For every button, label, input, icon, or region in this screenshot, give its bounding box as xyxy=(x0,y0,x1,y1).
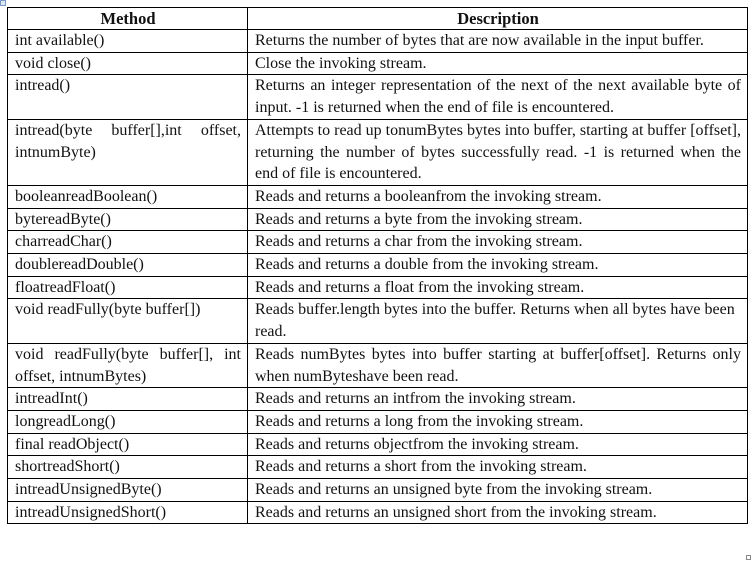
table-row xyxy=(8,410,748,433)
description-cell: Reads and returns objectfrom the invoking stream. xyxy=(248,433,748,456)
description-cell: Reads numBytes bytes into buffer starting at buffer[offset]. Returns only when numByteshave been read. xyxy=(248,343,748,387)
table-row xyxy=(8,343,748,387)
description-cell: Returns the number of bytes that are now available in the input buffer. xyxy=(248,30,748,53)
method-cell: intread() xyxy=(8,75,248,119)
method-cell: intreadUnsignedShort() xyxy=(8,501,248,524)
table-row xyxy=(8,501,748,524)
method-cell: bytereadByte() xyxy=(8,208,248,231)
table-row xyxy=(8,30,748,53)
table-row xyxy=(8,433,748,456)
table-row xyxy=(8,456,748,479)
method-cell: final readObject() xyxy=(8,433,248,456)
method-cell: floatreadFloat() xyxy=(8,276,248,299)
method-cell: void readFully(byte buffer[], int offset, intnumBytes) xyxy=(8,343,248,387)
table-resize-handle[interactable] xyxy=(746,555,751,560)
table-row xyxy=(8,479,748,502)
description-cell: Reads and returns a booleanfrom the invoking stream. xyxy=(248,185,748,208)
method-cell: charreadChar() xyxy=(8,231,248,254)
method-cell: void close() xyxy=(8,52,248,75)
description-cell: Reads and returns a double from the invoking stream. xyxy=(248,254,748,277)
table-row xyxy=(8,388,748,411)
method-cell: int available() xyxy=(8,30,248,53)
table-row xyxy=(8,75,748,119)
header-method: Method xyxy=(8,8,248,30)
description-cell: Reads and returns a char from the invoking stream. xyxy=(248,231,748,254)
description-cell: Close the invoking stream. xyxy=(248,52,748,75)
method-cell: intreadUnsignedByte() xyxy=(8,479,248,502)
description-cell: Attempts to read up tonumBytes bytes into buffer, starting at buffer [offset], returning the number of bytes successfully read. -1 is returned when the end of file is encountered. xyxy=(248,119,748,185)
description-cell: Reads and returns an unsigned byte from the invoking stream. xyxy=(248,479,748,502)
table-row xyxy=(8,299,748,343)
description-cell: Reads buffer.length bytes into the buffer. Returns when all bytes have been read. xyxy=(248,299,748,343)
table-row xyxy=(8,276,748,299)
table-row xyxy=(8,185,748,208)
method-cell: intread(byte buffer[],int offset, intnumByte) xyxy=(8,119,248,185)
table-row xyxy=(8,208,748,231)
method-cell: booleanreadBoolean() xyxy=(8,185,248,208)
table-row xyxy=(8,119,748,185)
method-cell: doublereadDouble() xyxy=(8,254,248,277)
table-anchor-icon[interactable] xyxy=(0,0,6,6)
table-header-row xyxy=(8,8,748,30)
description-cell: Reads and returns a float from the invoking stream. xyxy=(248,276,748,299)
table-row xyxy=(8,231,748,254)
table-row xyxy=(8,254,748,277)
description-cell: Reads and returns an unsigned short from the invoking stream. xyxy=(248,501,748,524)
description-cell: Reads and returns a byte from the invoking stream. xyxy=(248,208,748,231)
methods-table xyxy=(7,7,748,524)
method-cell: shortreadShort() xyxy=(8,456,248,479)
method-cell: intreadInt() xyxy=(8,388,248,411)
method-cell: longreadLong() xyxy=(8,410,248,433)
description-cell: Reads and returns an intfrom the invoking stream. xyxy=(248,388,748,411)
description-cell: Reads and returns a long from the invoking stream. xyxy=(248,410,748,433)
header-description: Description xyxy=(248,8,748,30)
description-cell: Returns an integer representation of the next of the next available byte of input. -1 is returned when the end of file is encountered. xyxy=(248,75,748,119)
table-row xyxy=(8,52,748,75)
description-cell: Reads and returns a short from the invoking stream. xyxy=(248,456,748,479)
method-cell: void readFully(byte buffer[]) xyxy=(8,299,248,343)
